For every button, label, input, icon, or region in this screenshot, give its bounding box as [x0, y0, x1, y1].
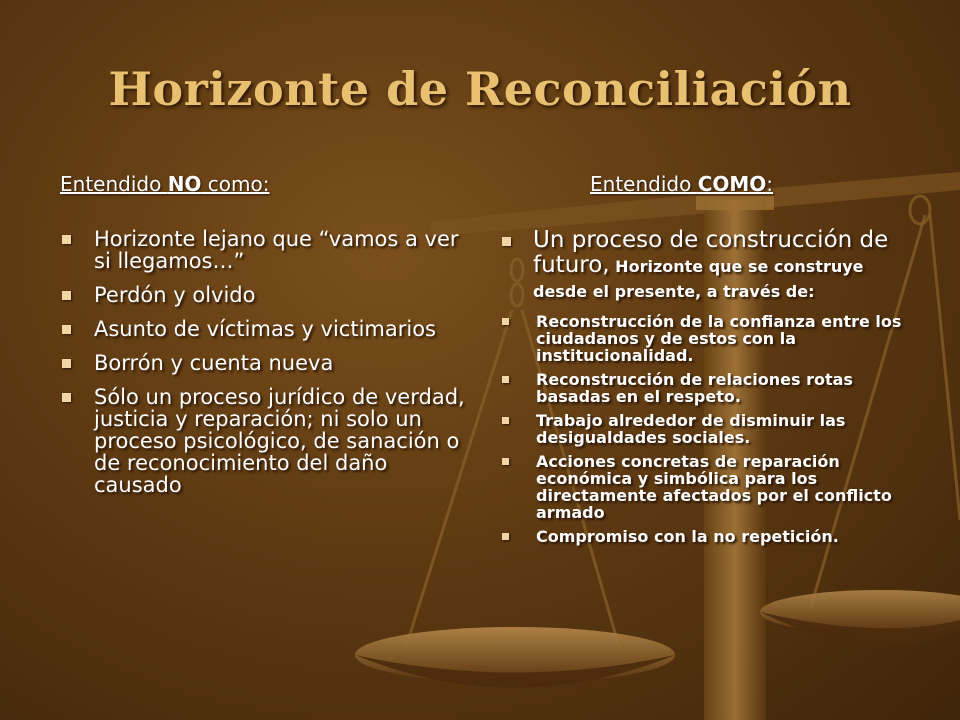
list-item	[500, 313, 910, 364]
main-item-text-small: Horizonte que se construye desde el presente, a través de:	[533, 257, 864, 301]
list-item	[500, 453, 910, 521]
square-bullet-icon	[62, 235, 71, 244]
square-bullet-icon	[62, 359, 71, 368]
list-item-text: Compromiso con la no repetición.	[536, 527, 839, 546]
left-column-heading	[60, 172, 269, 196]
list-item	[500, 371, 910, 405]
list-item-text: Trabajo alrededor de disminuir las desigualdades sociales.	[536, 411, 846, 447]
right-bullet-list	[500, 228, 910, 552]
list-item-text: Borrón y cuenta nueva	[94, 351, 334, 375]
slide-title: Horizonte de Reconciliación	[108, 62, 852, 116]
square-bullet-icon	[62, 291, 71, 300]
left-bullet-list	[60, 228, 465, 508]
left-heading-prefix: Entendido	[60, 172, 168, 196]
list-item-main	[500, 228, 910, 303]
square-bullet-icon	[62, 325, 71, 334]
list-item	[500, 412, 910, 446]
list-item	[60, 386, 465, 496]
list-item-text: Reconstrucción de relaciones rotas basadas en el respeto.	[536, 370, 853, 406]
right-column-heading	[590, 172, 773, 196]
left-heading-suffix: como:	[201, 172, 270, 196]
right-heading-suffix: :	[766, 172, 774, 196]
list-item-text: Horizonte lejano que “vamos a ver si llegamos…”	[94, 227, 459, 273]
list-item	[60, 352, 465, 374]
square-bullet-icon	[502, 417, 509, 424]
square-bullet-icon	[62, 393, 71, 402]
list-item	[60, 318, 465, 340]
square-bullet-icon	[502, 318, 509, 325]
list-item-text: Perdón y olvido	[94, 283, 256, 307]
square-bullet-icon	[502, 237, 511, 246]
list-item-text: Acciones concretas de reparación económica y simbólica para los directamente afectados por el conflicto armado	[536, 452, 892, 522]
square-bullet-icon	[502, 458, 509, 465]
list-item-text: Asunto de víctimas y victimarios	[94, 317, 436, 341]
square-bullet-icon	[502, 533, 509, 540]
right-heading-prefix: Entendido	[590, 172, 698, 196]
list-item-text: Reconstrucción de la confianza entre los ciudadanos y de estos con la institucionalidad.	[536, 312, 902, 365]
list-item	[60, 284, 465, 306]
list-item-text: Sólo un proceso jurídico de verdad, justicia y reparación; ni solo un proceso psicológico, de sanación o de reconocimiento del daño causado	[94, 385, 465, 497]
main-item-text-large: Un proceso de construcción de futuro,	[533, 227, 889, 278]
left-heading-bold: NO	[167, 172, 202, 196]
square-bullet-icon	[502, 376, 509, 383]
right-heading-bold: COMO	[697, 172, 767, 196]
list-item	[500, 528, 910, 545]
list-item	[60, 228, 465, 272]
